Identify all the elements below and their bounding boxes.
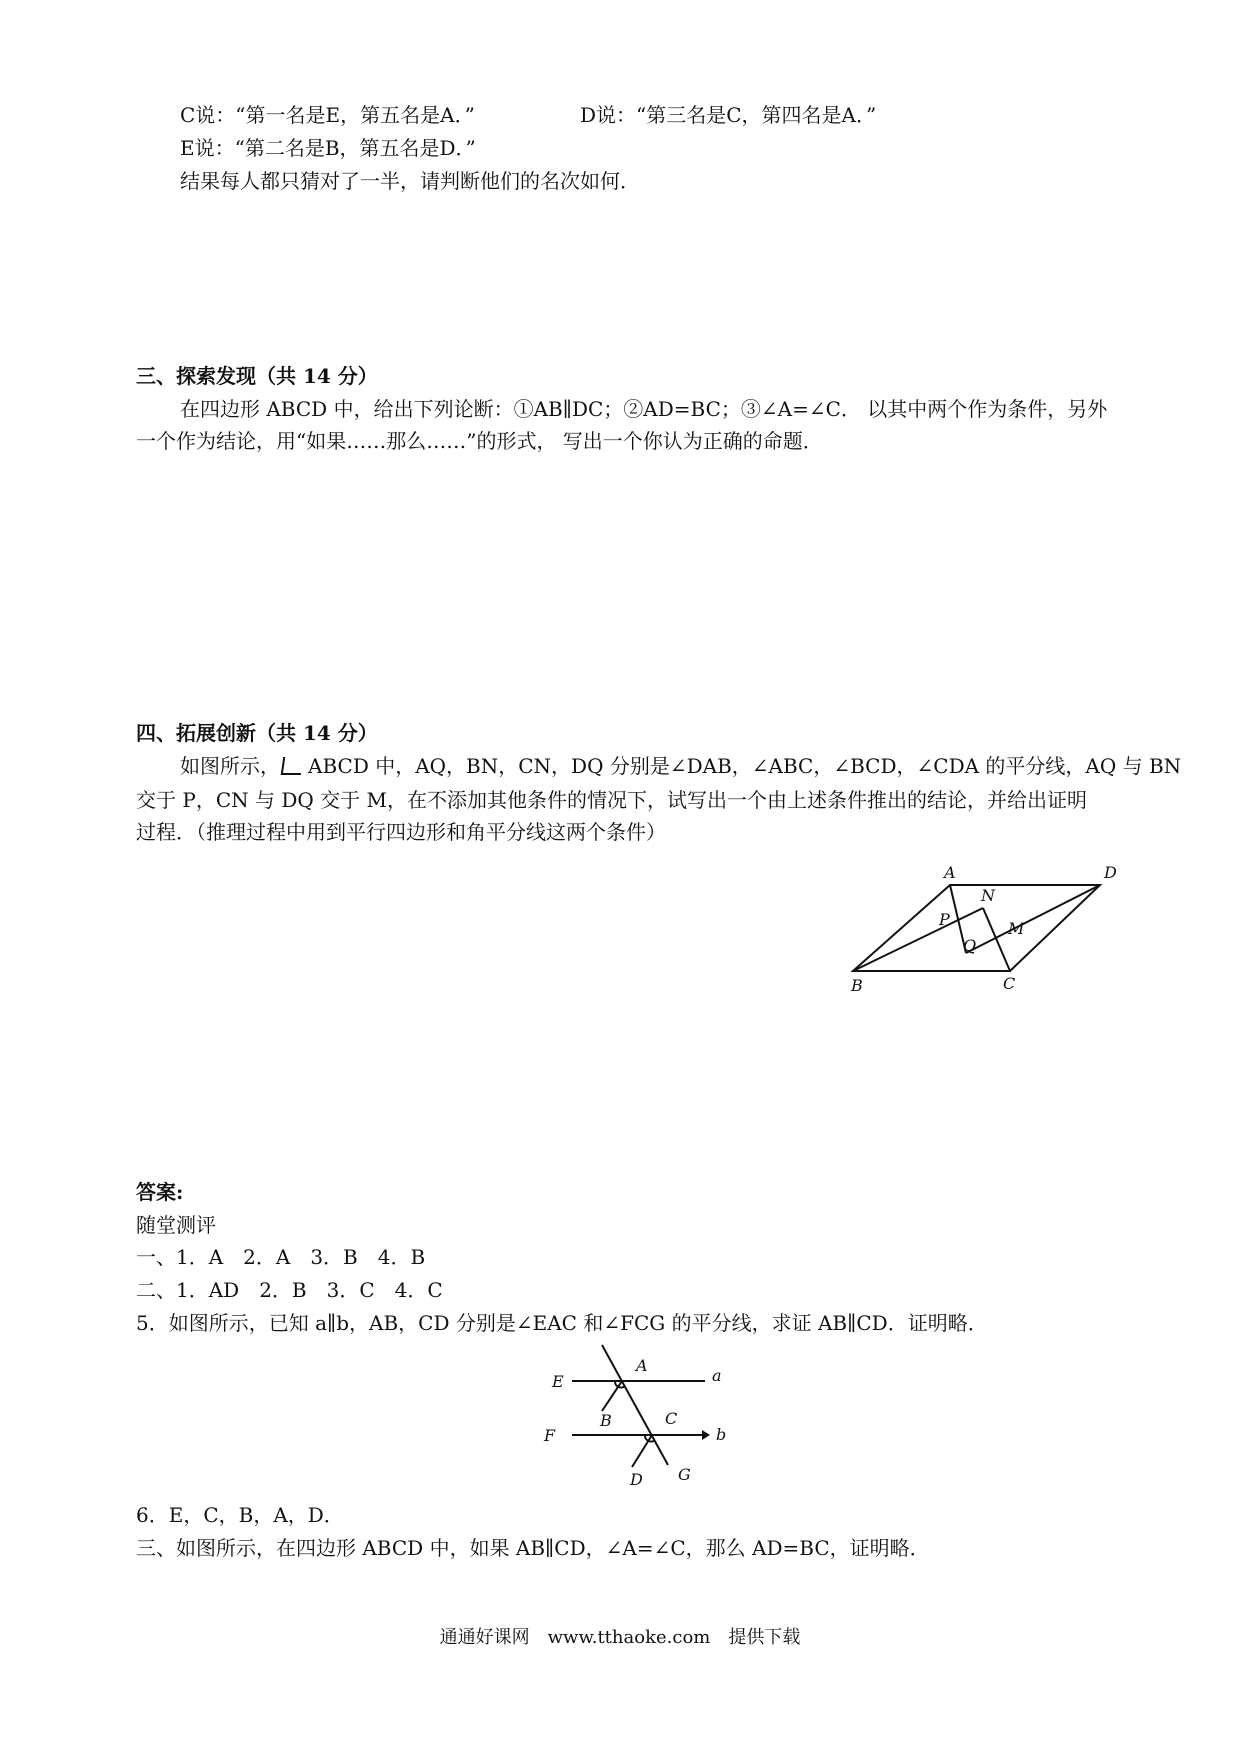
transversal [602, 1345, 668, 1465]
label-b: b [716, 1425, 727, 1444]
label-B2: B [600, 1411, 612, 1430]
parallelogram-figure [845, 858, 1123, 1000]
segment-cd [632, 1435, 652, 1467]
answer-6: 6．E，C，B，A，D． [136, 1503, 344, 1527]
result-statement: 结果每人都只猜对了一半，请判断他们的名次如何． [180, 169, 640, 193]
e-statement: E说：“第二名是B，第五名是D．” [180, 136, 476, 160]
label-A: A [944, 863, 956, 882]
answer-part2: 二、1．AD 2．B 3．C 4．C [136, 1278, 443, 1302]
parallel-lines-figure [530, 1343, 728, 1491]
parallelogram-diagram [845, 858, 1123, 1000]
footer-credit: 通通好课网 www.tthaoke.com 提供下载 [439, 1627, 801, 1648]
answer-section3: 三、如图所示，在四边形 ABCD 中，如果 AB∥CD，∠A=∠C，那么 AD=BC，证明略． [136, 1536, 930, 1560]
label-A2: A [636, 1356, 648, 1375]
answers-subtitle: 随堂测评 [136, 1213, 216, 1237]
label-C: C [1003, 974, 1016, 993]
section4-line2: 交于 P，CN 与 DQ 交于 M，在不添加其他条件的情况下，试写出一个由上述条件推出的结论，并给出证明 [136, 788, 1087, 812]
section4-title: 四、拓展创新（共 14 分） [136, 721, 378, 745]
label-M: M [1008, 919, 1025, 938]
section3-line1: 在四边形 ABCD 中，给出下列论断：①AB∥DC；②AD=BC；③∠A=∠C． 以其中两个作为条件，另外 [180, 397, 1108, 421]
c-statement: C说：“第一名是E，第五名是A．” [180, 103, 475, 127]
d-statement: D说：“第三名是C，第四名是A．” [580, 103, 877, 127]
label-N: N [981, 886, 995, 905]
section3-line2: 一个作为结论，用“如果……那么……”的形式， 写出一个你认为正确的命题． [136, 429, 823, 453]
label-F: F [544, 1426, 556, 1445]
parallel-lines-diagram [530, 1343, 728, 1491]
label-B: B [851, 976, 863, 995]
section4-line1-rest: ABCD 中，AQ，BN，CN，DQ 分别是∠DAB，∠ABC，∠BCD，∠CDA 的平分线，AQ 与 BN [308, 754, 1182, 778]
bisector-cn [983, 908, 1010, 971]
label-Q: Q [963, 936, 977, 955]
segment-ab [602, 1381, 622, 1411]
answer-part1: 一、1．A 2．A 3．B 4．B [136, 1245, 426, 1269]
parallelogram-outline [853, 885, 1100, 971]
label-P: P [939, 910, 950, 929]
label-D2: D [630, 1470, 643, 1489]
answers-title: 答案: [136, 1180, 184, 1204]
section4-line3: 过程．（推理过程中用到平行四边形和角平分线这两个条件） [136, 820, 666, 844]
label-C2: C [665, 1409, 678, 1428]
section3-title: 三、探索发现（共 14 分） [136, 364, 378, 388]
section4-line1-prefix: 如图所示， [180, 754, 280, 778]
label-D: D [1104, 863, 1117, 882]
answer-5: 5．如图所示，已知 a∥b，AB，CD 分别是∠EAC 和∠FCG 的平分线，求证 AB∥CD．证明略． [136, 1311, 988, 1335]
label-E: E [552, 1372, 564, 1391]
parallelogram-icon [281, 757, 304, 775]
section4-line1 [180, 752, 1181, 780]
label-G: G [678, 1465, 691, 1484]
arrow-b-icon [702, 1430, 710, 1440]
label-a: a [712, 1366, 722, 1385]
